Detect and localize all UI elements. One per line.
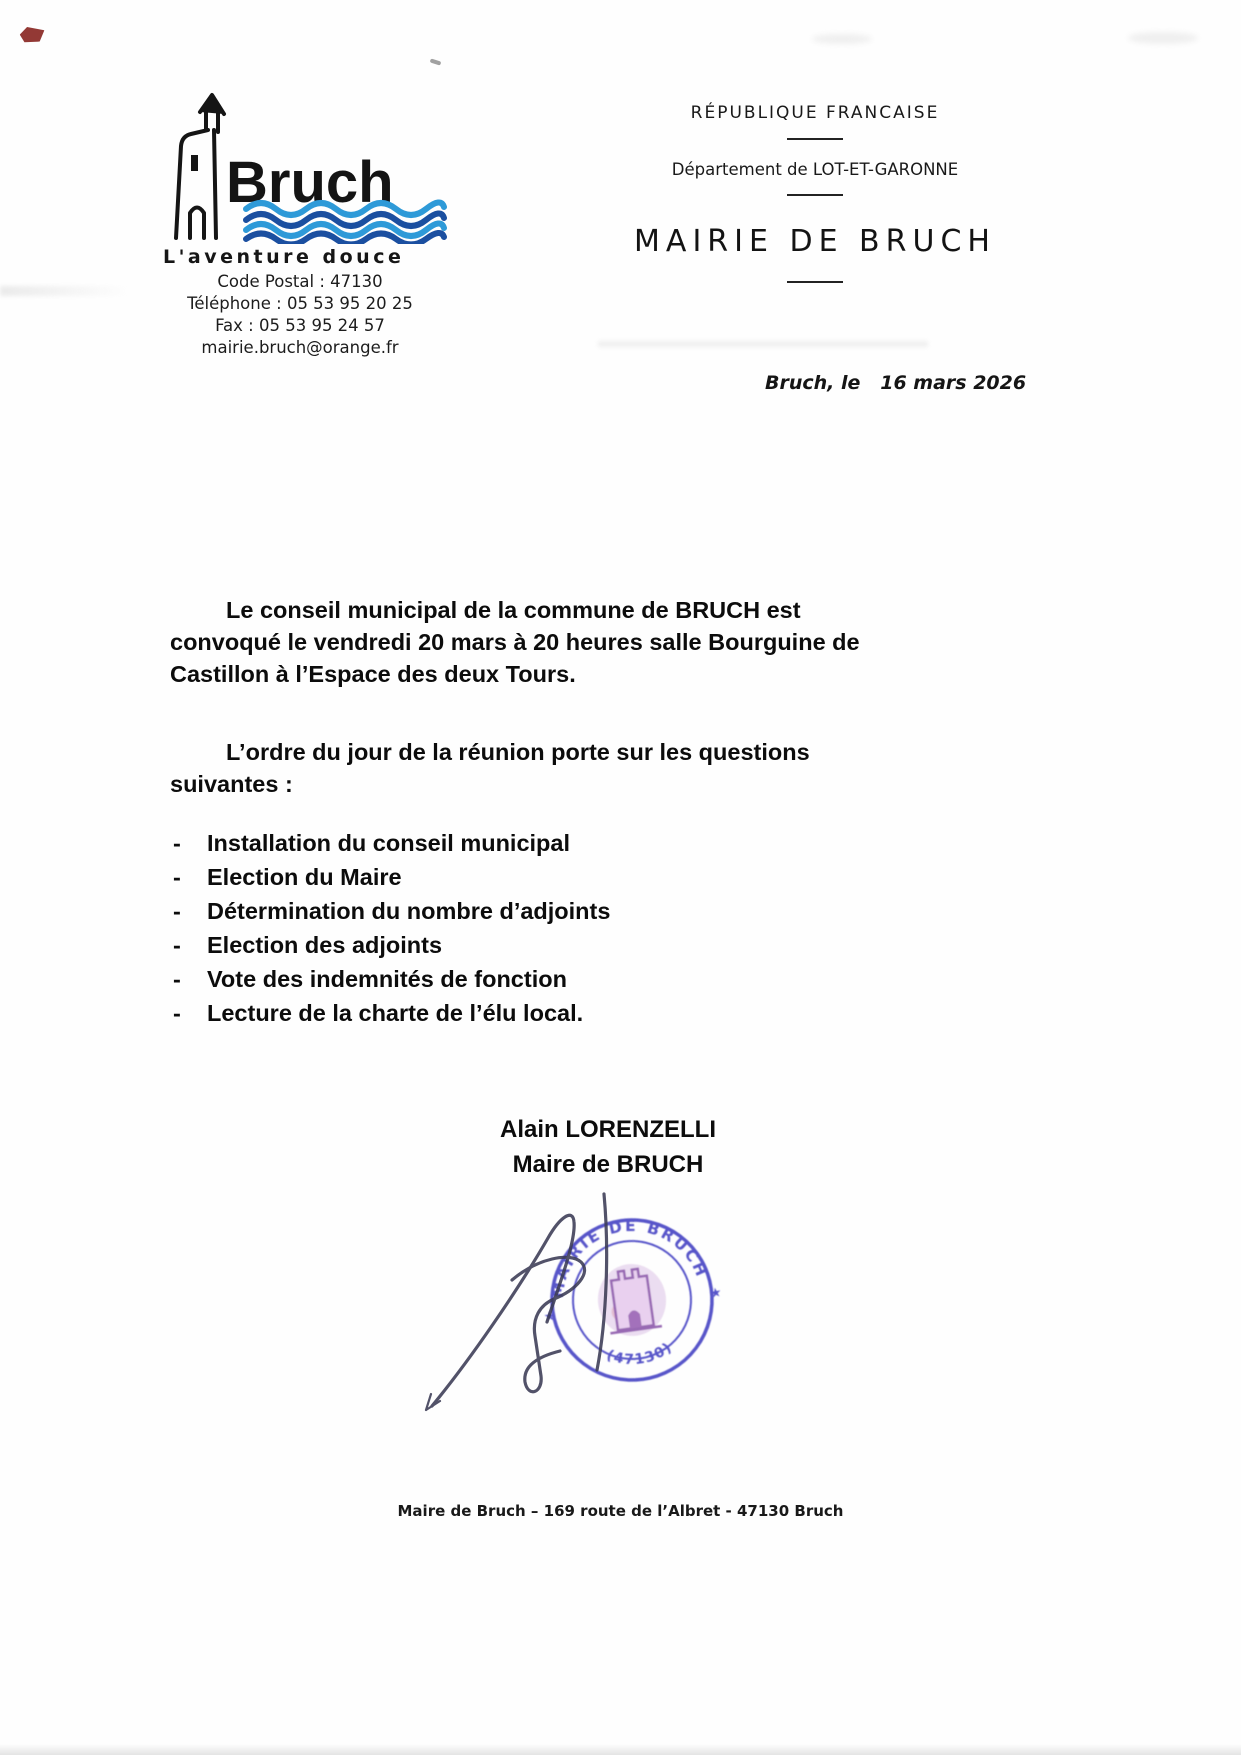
signatory-name: Alain LORENZELLI [500,1116,716,1143]
dash-bullet: - [173,966,181,992]
paragraph-line: L’ordre du jour de la réunion porte sur les questions [226,739,810,765]
dash-bullet: - [173,830,181,856]
agenda-item-label: Détermination du nombre d’adjoints [207,898,611,924]
agenda-item [170,826,985,860]
scan-artifact-streak [0,286,130,296]
scan-artifact-smudge [812,34,872,44]
star-icon: ★ [540,1308,558,1324]
stamp-ring-text-bottom: (47130) [604,1339,676,1369]
dash-bullet: - [173,864,181,890]
contact-fax: Fax : 05 53 95 24 57 [215,316,385,335]
divider-rule [787,138,843,140]
dash-bullet: - [173,932,181,958]
agenda-list [170,826,985,1030]
agenda-item [170,962,985,996]
signature-and-stamp [400,1160,800,1450]
paragraph-ordre-du-jour [170,736,985,800]
divider-rule [787,281,843,283]
signatory-title: Maire de BRUCH [512,1151,704,1178]
paragraph-line: Le conseil municipal de la commune de BRUCH est [226,597,801,623]
paragraph-convocation [170,594,985,690]
contact-block [140,271,460,359]
agenda-item-label: Vote des indemnités de fonction [207,966,567,992]
tower-icon [176,95,224,238]
logo-tagline: L'aventure douce [163,246,405,268]
dash-bullet: - [173,898,181,924]
mairie-title: MAIRIE DE BRUCH [634,224,996,259]
agenda-item [170,860,985,894]
stamp-ring-text-top: MAIRIE DE BRUCH [548,1216,712,1300]
dash-bullet: - [173,1000,181,1026]
contact-email: mairie.bruch@orange.fr [201,338,399,357]
agenda-item [170,928,985,962]
paragraph-line: convoqué le vendredi 20 mars à 20 heures salle Bourguine de [170,629,860,655]
agenda-item [170,996,985,1030]
scan-artifact-tick [430,58,442,65]
scan-artifact-red-mark [19,24,47,46]
agenda-item-label: Installation du conseil municipal [207,830,570,856]
logo-wordmark: Bruch [226,150,394,215]
republic-title: RÉPUBLIQUE FRANCAISE [690,103,940,123]
contact-phone: Téléphone : 05 53 95 20 25 [187,294,413,313]
divider-rule [787,194,843,196]
agenda-item [170,894,985,928]
star-icon: ★ [706,1284,726,1302]
scan-artifact-streak [598,341,928,347]
agenda-item-label: Lecture de la charte de l’élu local. [207,1000,584,1026]
date-line: Bruch, le 16 mars 2026 [765,372,1027,394]
handwritten-signature [426,1194,607,1410]
official-header [610,103,1020,283]
footer-address: Maire de Bruch – 169 route de l’Albret - 47130 Bruch [397,1502,844,1520]
scan-edge-shadow [0,1744,1241,1755]
agenda-item-label: Election du Maire [207,864,402,890]
department-title: Département de LOT-ET-GARONNE [671,160,959,179]
paragraph-line: Castillon à l’Espace des deux Tours. [170,661,576,687]
agenda-item-label: Election des adjoints [207,932,443,958]
scan-artifact-smudge [1128,32,1198,44]
bruch-logo [160,92,450,244]
paragraph-line: suivantes : [170,771,293,797]
contact-postal-code: Code Postal : 47130 [217,272,383,291]
